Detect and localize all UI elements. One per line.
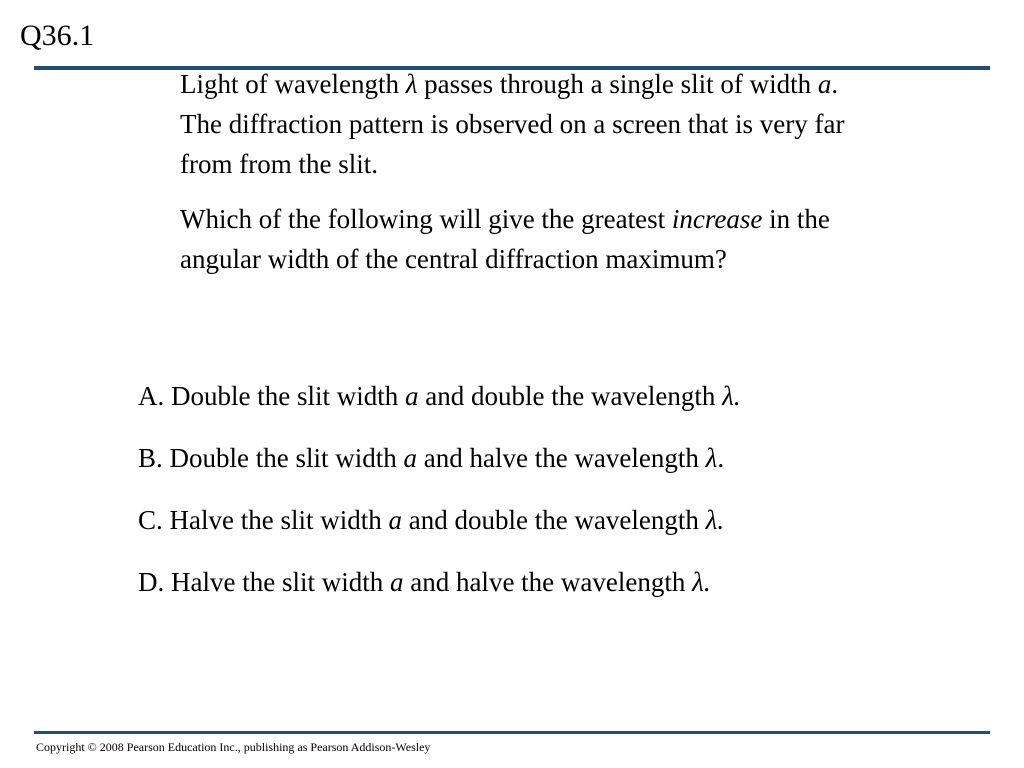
slit-width-symbol: a xyxy=(817,69,832,99)
option-b[interactable] xyxy=(138,438,978,478)
question-paragraph-1 xyxy=(180,64,880,184)
question-text-segment: Which of the following will give the greatest xyxy=(180,204,672,234)
lambda-symbol: λ xyxy=(722,381,734,411)
option-text: D. Halve the slit width xyxy=(138,567,390,597)
option-period: . xyxy=(717,443,725,473)
option-period: . xyxy=(733,381,741,411)
lambda-symbol: λ xyxy=(705,505,718,535)
slide-title: Q36.1 xyxy=(20,19,95,52)
option-text: A. Double the slit width xyxy=(138,381,405,411)
copyright-footer: Copyright © 2008 Pearson Education Inc., publishing as Pearson Addison-Wesley xyxy=(36,740,431,754)
bottom-divider xyxy=(34,731,990,734)
option-d[interactable] xyxy=(138,562,978,602)
option-text: and double the wavelength xyxy=(401,505,706,535)
question-text-segment: in the angular width of the central diffraction maximum? xyxy=(180,204,830,274)
emphasized-word: increase xyxy=(671,204,763,234)
question-text xyxy=(180,64,880,279)
question-text-segment: passes through a single slit of width xyxy=(417,69,818,99)
slit-width-symbol: a xyxy=(404,381,419,411)
option-c[interactable] xyxy=(138,500,978,540)
option-period: . xyxy=(703,567,711,597)
lambda-symbol: λ xyxy=(692,567,704,597)
option-text: and double the wavelength xyxy=(418,381,723,411)
question-text-segment: Light of wavelength xyxy=(180,69,406,99)
slit-width-symbol: a xyxy=(388,505,402,535)
slit-width-symbol: a xyxy=(389,567,404,597)
option-text: and halve the wavelength xyxy=(403,567,693,597)
slit-width-symbol: a xyxy=(403,443,417,473)
question-text-segment: . The diffraction pattern is observed on a screen that is very far from from the slit. xyxy=(180,69,845,179)
option-period: . xyxy=(717,505,725,535)
lambda-symbol: λ xyxy=(405,69,418,99)
answer-options xyxy=(138,376,978,624)
question-paragraph-2 xyxy=(180,199,880,279)
lambda-symbol: λ xyxy=(705,443,718,473)
option-a[interactable] xyxy=(138,376,978,416)
option-text: and halve the wavelength xyxy=(417,443,706,473)
option-text: C. Halve the slit width xyxy=(138,505,389,535)
option-text: B. Double the slit width xyxy=(138,443,404,473)
